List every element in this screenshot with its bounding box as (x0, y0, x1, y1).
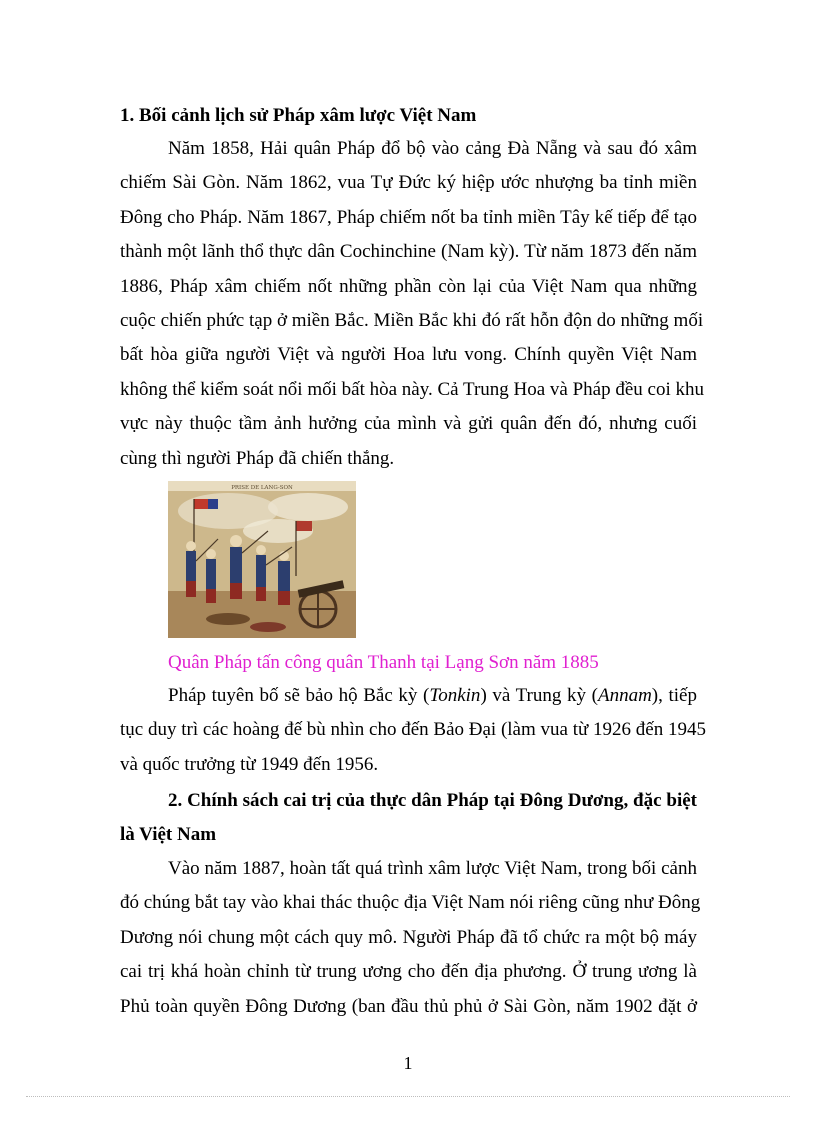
paragraph-line: cùng thì người Pháp đã chiến thắng. (120, 447, 395, 469)
paragraph-line: bất hòa giữa người Việt và người Hoa lưu vong. Chính quyền Việt Nam (120, 344, 697, 366)
paragraph-line: cai trị khá hoàn chỉnh từ trung ương cho đến địa phương. Ở trung ương là (120, 961, 697, 983)
paragraph-line: tục duy trì các hoàng đế bù nhìn cho đến Bảo Đại (làm vua từ 1926 đến 1945 (120, 719, 706, 741)
paragraph-line: Đông cho Pháp. Năm 1867, Pháp chiếm nốt ba tỉnh miền Tây kế tiếp để tạo (120, 206, 697, 228)
paragraph-line: vực này thuộc tầm ảnh hưởng của mình và gửi quân đến đó, nhưng cuối (120, 413, 697, 435)
text-run: ), tiếp (651, 685, 697, 706)
section-2-heading-line-2: là Việt Nam (120, 824, 217, 845)
term-tonkin: Tonkin (429, 685, 481, 706)
historical-illustration (168, 481, 356, 638)
paragraph-line: cuộc chiến phức tạp ở miền Bắc. Miền Bắc khi đó rất hỗn độn do những mối (120, 309, 704, 331)
paragraph-line: đó chúng bắt tay vào khai thác thuộc địa Việt Nam nói riêng cũng như Đông (120, 892, 701, 914)
section-1-heading: 1. Bối cảnh lịch sử Pháp xâm lược Việt Nam (120, 105, 477, 126)
paragraph-line: thành một lãnh thổ thực dân Cochinchine (Nam kỳ). Từ năm 1873 đến năm (120, 241, 697, 263)
paragraph-line: Dương nói chung một cách quy mô. Người Pháp đã tổ chức ra một bộ máy (120, 926, 697, 948)
text-run: ) và Trung kỳ ( (480, 685, 598, 706)
battle-scene-illustration (168, 481, 356, 638)
paragraph-line: chiếm Sài Gòn. Năm 1862, vua Tự Đức ký hiệp ước nhượng ba tỉnh miền (120, 172, 697, 194)
paragraph-line: Năm 1858, Hải quân Pháp đổ bộ vào cảng Đà Nẵng và sau đó xâm (168, 138, 697, 159)
paragraph-line: và quốc trưởng từ 1949 đến 1956. (120, 753, 379, 775)
section-2-paragraph (120, 852, 701, 1024)
figure-caption: Quân Pháp tấn công quân Thanh tại Lạng Sơn năm 1885 (168, 652, 599, 673)
paragraph-line: Vào năm 1887, hoàn tất quá trình xâm lược Việt Nam, trong bối cảnh (168, 858, 697, 879)
section-2-heading-line-1: 2. Chính sách cai trị của thực dân Pháp tại Đông Dương, đặc biệt (168, 790, 697, 811)
paragraph-line: Phủ toàn quyền Đông Dương (ban đầu thủ phủ ở Sài Gòn, năm 1902 đặt ở (120, 995, 697, 1017)
paragraph-line (120, 679, 697, 713)
protectorate-paragraph (120, 679, 706, 782)
footer-divider (26, 1096, 790, 1097)
paragraph-line: 1886, Pháp xâm chiếm nốt những phần còn lại của Việt Nam qua những (120, 275, 697, 297)
term-annam: Annam (597, 685, 652, 706)
page-number: 1 (403, 1053, 413, 1073)
section-1-paragraph (120, 132, 704, 476)
text-run: Pháp tuyên bố sẽ bảo hộ Bắc kỳ ( (168, 685, 430, 706)
illustration-title: PRISE DE LANG-SON (231, 485, 293, 491)
paragraph-line: không thể kiểm soát nổi mối bất hòa này. Cả Trung Hoa và Pháp đều coi khu (120, 378, 704, 400)
